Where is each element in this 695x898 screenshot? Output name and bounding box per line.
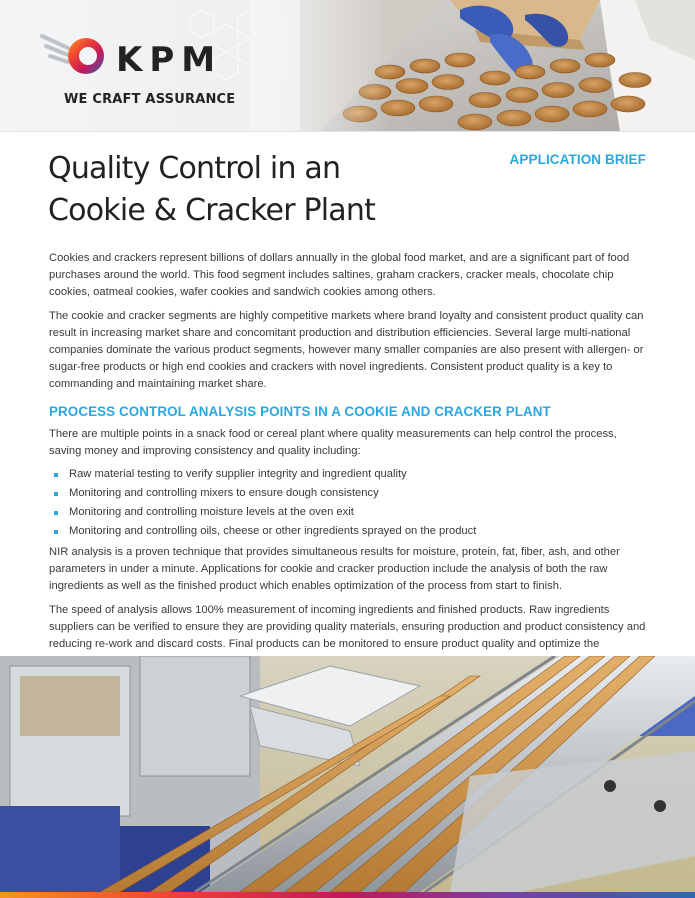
intro-paragraph-1: Cookies and crackers represent billions of dollars annually in the global food market, and are a significant part of food purchases around the world. This food segment includes saltines, graham crackers, cracker meals, chocolate chip cookies, oatmeal cookies, wafer cookies and sandwich cookies among others. xyxy=(49,252,630,298)
list-item: Raw material testing to verify supplier integrity and ingredient quality xyxy=(49,466,649,483)
document-type-label: APPLICATION BRIEF xyxy=(509,152,646,167)
intro-paragraph-2: The cookie and cracker segments are highly competitive markets where brand loyalty and consistent product quality can result in increasing market share and concomitant production and distribution efficiencies. Several large multi-national companies dominate the various product segments, however many smaller companies are also present with allergen- or sugar-free products or high end cookies and crackers with novel ingredients. Consistent product quality is a key to commanding and maintaining market share. xyxy=(49,310,644,390)
kpm-logo-mark-icon xyxy=(38,26,108,86)
conveyor-illustration xyxy=(0,656,695,892)
kpm-logo xyxy=(38,26,228,86)
production-line-photo xyxy=(0,656,695,892)
header-divider xyxy=(0,131,695,132)
list-item: Monitoring and controlling mixers to ensure dough consistency xyxy=(49,485,649,502)
title-line-1: Quality Control in an xyxy=(48,151,341,186)
list-item: Monitoring and controlling moisture levels at the oven exit xyxy=(49,504,649,521)
list-item: Monitoring and controlling oils, cheese or other ingredients sprayed on the product xyxy=(49,523,649,540)
nir-paragraph: NIR analysis is a proven technique that provides simultaneous results for moisture, protein, fat, fiber, ash, and other parameters in under a minute. Applications for cookie and cracker production include the analysis of both the raw ingredients as well as the finished product which enables optimization of the process from start to finish. xyxy=(49,546,620,592)
photo-fade xyxy=(250,0,390,131)
header-banner xyxy=(0,0,695,131)
section-heading: PROCESS CONTROL ANALYSIS POINTS IN A COOKIE AND CRACKER PLANT xyxy=(49,404,551,419)
analysis-points-list xyxy=(49,466,649,540)
brand-color-bar xyxy=(0,892,695,898)
body-content xyxy=(49,250,649,677)
brand-tagline: WE CRAFT ASSURANCE xyxy=(64,92,236,107)
title-line-2: Cookie & Cracker Plant xyxy=(48,193,376,228)
section-lead: There are multiple points in a snack food or cereal plant where quality measurements can help control the process, saving money and improving consistency and quality including: xyxy=(49,428,617,457)
page-title xyxy=(48,148,448,232)
speed-paragraph: The speed of analysis allows 100% measurement of incoming ingredients and finished products. Raw ingredients suppliers can be verified to ensure they are providing quality materials, ensuring production and product consistency and reducing re-work and discard costs. Final products can be monitored to ensure product quality and optimize the xyxy=(49,604,646,650)
kpm-wordmark: KPM xyxy=(116,40,223,80)
